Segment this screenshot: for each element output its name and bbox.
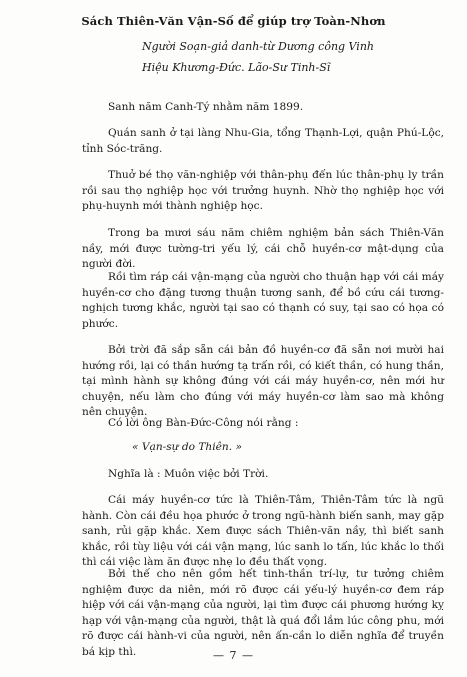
paragraph: Quán sanh ở tại làng Nhu-Gia, tổng Thạnh-Lợi, quận Phú-Lộc, tỉnh Sóc-trăng. <box>82 127 444 155</box>
author-alias-line: Hiệu Khương-Đức. Lão-Sư Tinh-Sĩ <box>142 61 331 74</box>
paragraph: Có lời ông Bàn-Đức-Công nói rằng : <box>108 417 299 429</box>
paragraph: Cái máy huyền-cơ tức là Thiên-Tâm, Thiên-Tâm tức là ngũ hành. Còn cái đều họa phước ở trong ngũ-hành biến sanh, may gặp sanh, rủi gặp khắc. Xem được sách Thiên-văn nầy, thì biết sanh khắc, rồi tùy liệu với cái vận mạng, lúc sanh lo tấn, lúc khắc lo thối thì cái việc làm ăn được nhẹ lo đều thất vọng. <box>82 494 444 569</box>
paragraph: Thuở bé thọ văn-nghiệp với thân-phụ đến lúc thân-phụ ly trần rồi sau thọ nghiệp học với trưởng huynh. Nhờ thọ nghiệp học với phụ-huynh mới thành nghiệp học. <box>82 169 444 213</box>
paragraph: Trong ba mươi sáu năm chiêm nghiệm bản sách Thiên-Văn nầy, mới được tường-tri yếu lý, cái chỗ huyền-cơ mật-dụng của người đời. <box>82 227 444 271</box>
paragraph: Rồi tìm ráp cái vận-mạng của người cho thuận hạp với cái máy huyền-cơ cho đặng tương thuận tương sanh, để bồ cứu cái tương-nghịch tương khắc, người tại sao có thạnh có suy, tại sao có họa có phước. <box>82 271 444 330</box>
quotation: « Vạn-sự do Thiên. » <box>132 441 242 453</box>
paragraph: Bởi thế cho nên gồm hết tinh-thần trí-lự, tư tưởng chiêm nghiệm được da niên, mới rõ được cái yếu-lý huyền-cơ đem ráp hiệp với cái vận-mạng của người, lại tìm được cái phương hướng kỵ hạp với vận-mạng của người, thật là quá đổi lắm lúc công phu, mới rõ được cái hành-vi của người, nên ấn-cần lo diễn nghĩa để truyền bá kịp thì. <box>82 568 444 658</box>
paragraph: Bởi trời đã sắp sẵn cái bản đồ huyền-cơ đã sẵn nơi mười hai hướng rồi, lại có thần hướng tạ trấn rồi, có kiết thần, có hung thần, tại mình hành sự không đúng với cái máy huyền-cơ, nên mới hư chuyện, nếu làm cho đúng với máy huyền-cơ làm sao mà không nên chuyện. <box>82 344 444 419</box>
page-number: — 7 — <box>213 649 254 662</box>
author-line: Người Soạn-giả danh-từ Dương công Vinh <box>142 40 374 53</box>
paragraph: Nghĩa là : Muôn việc bởi Trời. <box>108 468 269 480</box>
paragraph: Sanh năm Canh-Tý nhằm năm 1899. <box>108 101 304 113</box>
page-title: Sách Thiên-Văn Vận-Số để giúp trợ Toàn-Nhơn <box>81 14 386 28</box>
